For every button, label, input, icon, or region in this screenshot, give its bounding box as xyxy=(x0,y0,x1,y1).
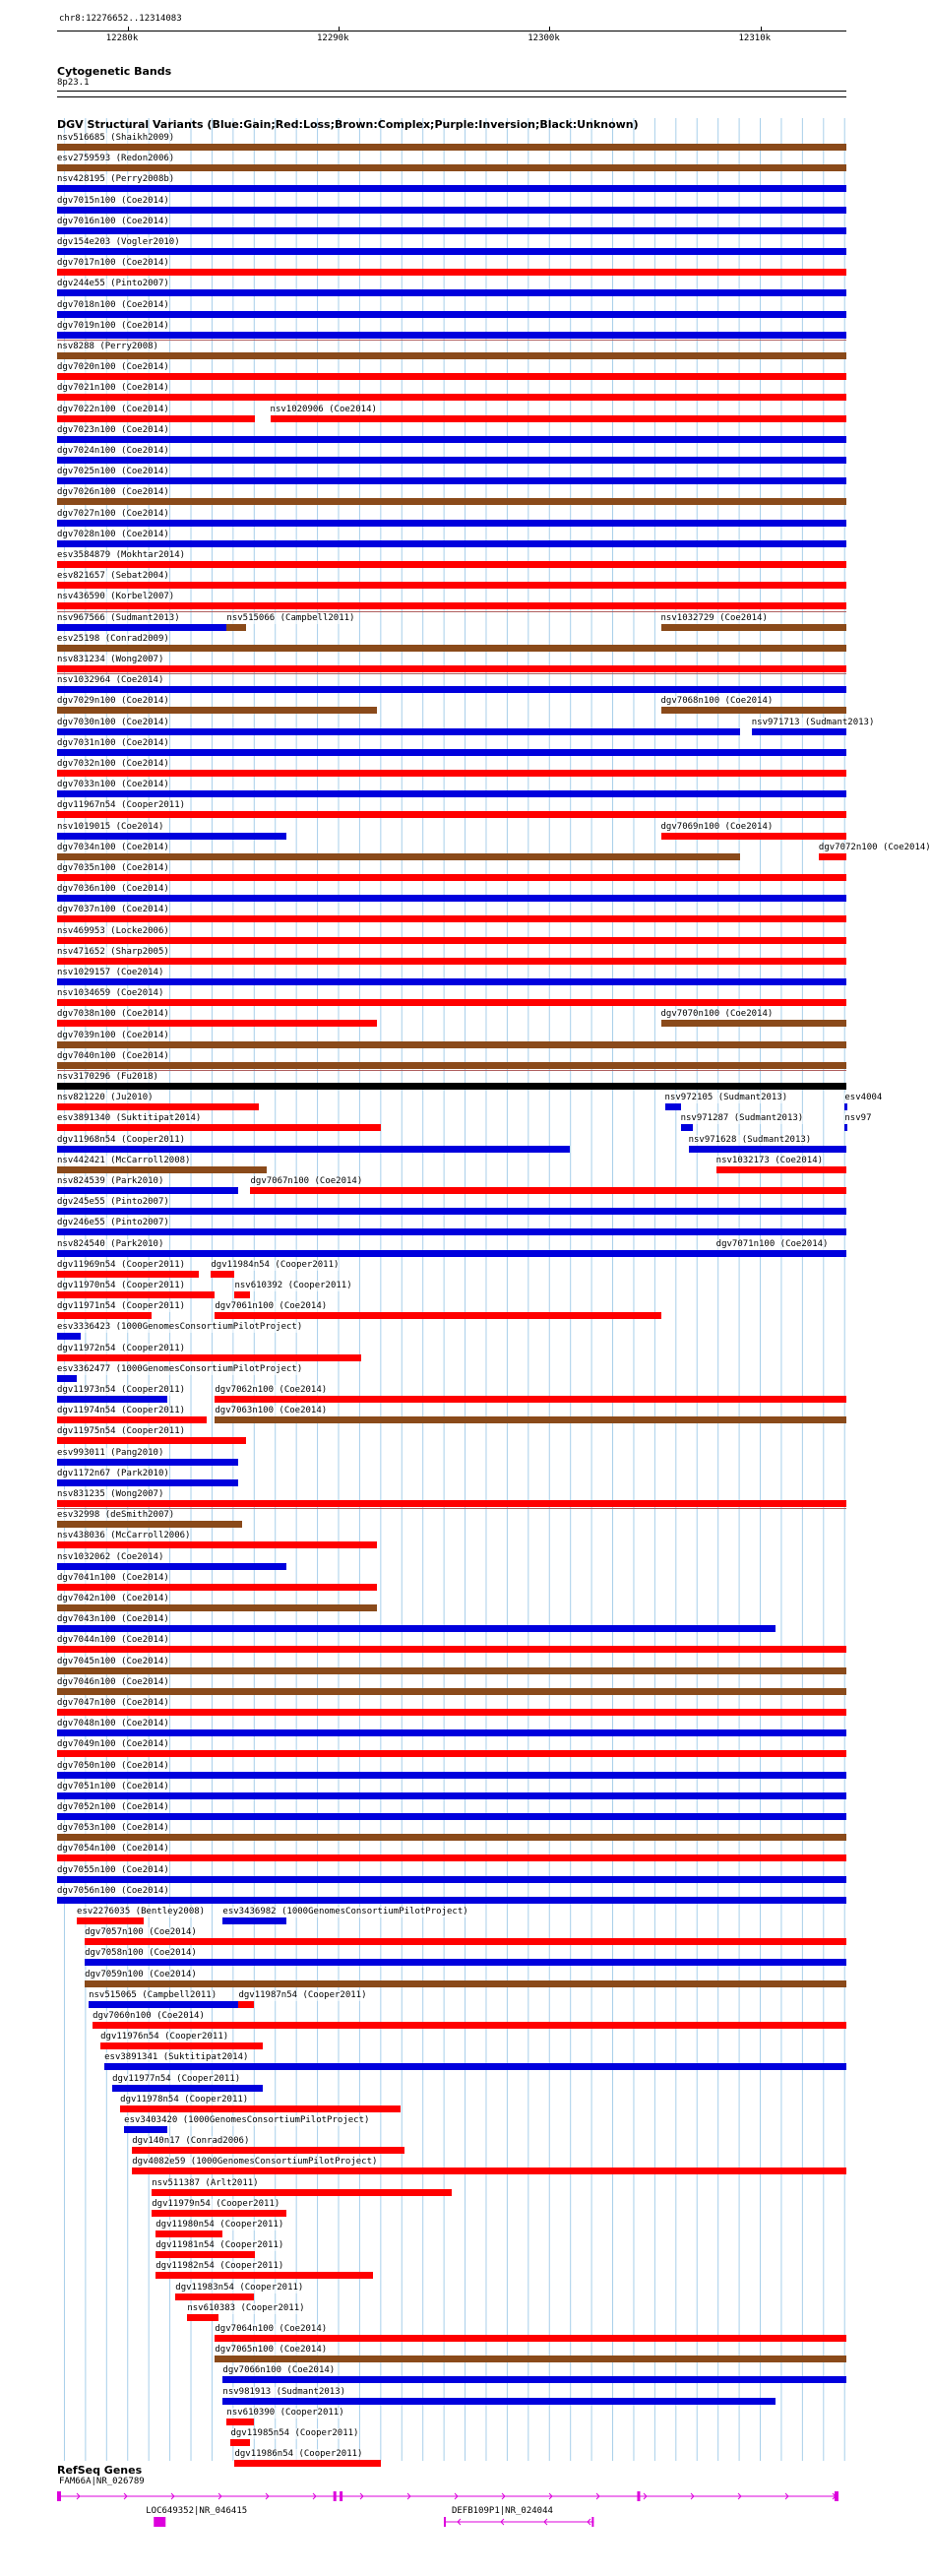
variant-label[interactable]: dgv244e55 (Pinto2007) xyxy=(57,279,169,289)
variant-label[interactable]: dgv11974n54 (Cooper2011) xyxy=(57,1406,186,1416)
variant-bar[interactable] xyxy=(716,1250,846,1257)
variant-label[interactable]: dgv7051n100 (Coe2014) xyxy=(57,1781,169,1791)
variant-label[interactable]: dgv7065n100 (Coe2014) xyxy=(215,2345,328,2356)
variant-bar[interactable] xyxy=(661,707,846,714)
variant-bar[interactable] xyxy=(57,833,286,840)
variant-bar[interactable] xyxy=(104,2063,846,2070)
variant-label[interactable]: dgv11982n54 (Cooper2011) xyxy=(155,2261,284,2272)
gene-exon xyxy=(57,2491,61,2501)
variant-label[interactable]: nsv824539 (Park2010) xyxy=(57,1176,164,1186)
variant-bar[interactable] xyxy=(57,1062,846,1069)
variant-label[interactable]: dgv11977n54 (Cooper2011) xyxy=(112,2073,241,2084)
variant-label[interactable]: nsv442421 (McCarroll2008) xyxy=(57,1155,191,1165)
variant-label[interactable]: nsv610390 (Cooper2011) xyxy=(226,2407,344,2418)
variant-bar[interactable] xyxy=(57,248,846,255)
variant-bar[interactable] xyxy=(681,1124,693,1131)
variant-bar[interactable] xyxy=(57,728,740,735)
variant-label[interactable]: nsv981913 (Sudmant2013) xyxy=(222,2386,346,2397)
variant-label[interactable]: dgv11985n54 (Cooper2011) xyxy=(230,2428,359,2438)
gene-exon xyxy=(444,2517,446,2527)
variant-label[interactable]: dgv11986n54 (Cooper2011) xyxy=(234,2449,363,2460)
variant-bar[interactable] xyxy=(57,895,846,902)
variant-label[interactable]: nsv971628 (Sudmant2013) xyxy=(688,1134,812,1145)
variant-label[interactable]: dgv140n17 (Conrad2006) xyxy=(132,2136,250,2147)
variant-bar[interactable] xyxy=(57,164,846,171)
ruler-tick-label: 12290k xyxy=(316,33,349,43)
variant-bar[interactable] xyxy=(234,2460,380,2467)
variant-bar[interactable] xyxy=(57,1271,199,1278)
variant-label[interactable]: dgv7032n100 (Coe2014) xyxy=(57,759,169,769)
variant-label[interactable]: nsv972105 (Sudmant2013) xyxy=(664,1093,788,1103)
variant-label[interactable]: dgv7045n100 (Coe2014) xyxy=(57,1656,169,1666)
variant-label[interactable]: dgv7058n100 (Coe2014) xyxy=(85,1948,197,1959)
variant-bar[interactable] xyxy=(93,2022,846,2029)
variant-bar[interactable] xyxy=(215,1396,846,1403)
variant-bar[interactable] xyxy=(57,1854,846,1861)
variant-label[interactable]: dgv7021n100 (Coe2014) xyxy=(57,383,169,394)
variant-label[interactable]: dgv7028n100 (Coe2014) xyxy=(57,529,169,539)
variant-bar[interactable] xyxy=(77,1917,144,1924)
variant-label[interactable]: nsv469953 (Locke2006) xyxy=(57,925,169,936)
dgv-track-title[interactable]: DGV Structural Variants (Blue:Gain;Red:Loss;Brown:Complex;Purple:Inversion;Black:Unknown) xyxy=(57,118,639,131)
variant-bar[interactable] xyxy=(57,207,846,214)
variant-bar[interactable] xyxy=(57,958,846,965)
variant-label[interactable]: dgv11973n54 (Cooper2011) xyxy=(57,1385,186,1395)
variant-label[interactable]: nsv428195 (Perry2008b) xyxy=(57,174,175,185)
variant-bar[interactable] xyxy=(57,686,846,693)
variant-bar[interactable] xyxy=(57,1772,846,1779)
gene-exon xyxy=(334,2491,337,2501)
variant-bar[interactable] xyxy=(57,540,846,547)
variant-bar[interactable] xyxy=(57,561,846,568)
variant-label[interactable]: nsv821220 (Ju2010) xyxy=(57,1093,154,1103)
variant-bar[interactable] xyxy=(271,415,846,422)
variant-bar[interactable] xyxy=(211,1271,234,1278)
variant-label[interactable]: dgv11969n54 (Cooper2011) xyxy=(57,1259,186,1270)
variant-bar[interactable] xyxy=(85,1938,846,1945)
variant-label[interactable]: dgv7020n100 (Coe2014) xyxy=(57,362,169,373)
variant-label[interactable]: dgv7033n100 (Coe2014) xyxy=(57,780,169,790)
variant-label[interactable]: nsv971287 (Sudmant2013) xyxy=(680,1113,804,1124)
variant-bar[interactable] xyxy=(57,749,846,756)
variant-bar[interactable] xyxy=(844,1103,847,1110)
variant-label[interactable]: dgv11981n54 (Cooper2011) xyxy=(155,2240,284,2251)
variant-bar[interactable] xyxy=(57,874,846,881)
variant-label[interactable]: nsv438036 (McCarroll2006) xyxy=(57,1531,191,1541)
variant-bar[interactable] xyxy=(819,853,846,860)
variant-bar[interactable] xyxy=(57,999,846,1006)
variant-bar[interactable] xyxy=(215,1312,660,1319)
variant-bar[interactable] xyxy=(85,1980,846,1987)
group-separator xyxy=(57,340,846,341)
variant-label[interactable]: esv4004 xyxy=(844,1093,883,1103)
variant-bar[interactable] xyxy=(57,1541,377,1548)
variant-bar[interactable] xyxy=(57,1250,716,1257)
variant-label[interactable]: dgv7022n100 (Coe2014) xyxy=(57,404,169,414)
variant-label[interactable]: dgv7049n100 (Coe2014) xyxy=(57,1739,169,1750)
variant-label[interactable]: nsv824540 (Park2010) xyxy=(57,1238,164,1249)
variant-bar[interactable] xyxy=(57,520,846,527)
variant-bar[interactable] xyxy=(215,2356,846,2362)
variant-label[interactable]: dgv7038n100 (Coe2014) xyxy=(57,1009,169,1020)
variant-label[interactable]: esv3891340 (Suktitipat2014) xyxy=(57,1113,202,1124)
variant-bar[interactable] xyxy=(57,1083,846,1090)
variant-label[interactable]: dgv7057n100 (Coe2014) xyxy=(85,1927,197,1938)
variant-bar[interactable] xyxy=(844,1124,847,1131)
variant-bar[interactable] xyxy=(234,1291,250,1298)
gene-label: DEFB109P1|NR_024044 xyxy=(451,2506,553,2516)
variant-label[interactable]: dgv7035n100 (Coe2014) xyxy=(57,863,169,873)
variant-bar[interactable] xyxy=(57,457,846,464)
variant-label[interactable]: dgv7067n100 (Coe2014) xyxy=(250,1176,363,1186)
variant-bar[interactable] xyxy=(57,1750,846,1757)
group-separator xyxy=(57,1070,846,1071)
variant-label[interactable]: nsv1019015 (Coe2014) xyxy=(57,821,164,832)
variant-bar[interactable] xyxy=(222,2398,775,2405)
variant-label[interactable]: dgv7069n100 (Coe2014) xyxy=(660,821,774,832)
variant-bar[interactable] xyxy=(57,1625,776,1632)
variant-label[interactable]: dgv7063n100 (Coe2014) xyxy=(215,1406,328,1416)
variant-bar[interactable] xyxy=(57,853,740,860)
variant-label[interactable]: dgv7072n100 (Coe2014) xyxy=(818,842,931,852)
variant-bar[interactable] xyxy=(57,1375,77,1382)
variant-bar[interactable] xyxy=(132,2147,404,2154)
variant-bar[interactable] xyxy=(57,394,846,401)
variant-label[interactable]: dgv11983n54 (Cooper2011) xyxy=(175,2282,304,2293)
variant-bar[interactable] xyxy=(57,645,846,652)
refseq-gene-track xyxy=(0,2476,876,2535)
variant-label[interactable]: dgv11971n54 (Cooper2011) xyxy=(57,1301,186,1312)
variant-bar[interactable] xyxy=(120,2105,401,2112)
variant-bar[interactable] xyxy=(57,1521,242,1528)
variant-bar[interactable] xyxy=(226,2419,254,2425)
gene-exon xyxy=(340,2491,342,2501)
variant-label[interactable]: nsv511387 (Arlt2011) xyxy=(152,2177,259,2188)
variant-label[interactable]: dgv7048n100 (Coe2014) xyxy=(57,1719,169,1729)
variant-bar[interactable] xyxy=(57,1312,152,1319)
variant-bar[interactable] xyxy=(57,1187,238,1194)
variant-label[interactable]: dgv7019n100 (Coe2014) xyxy=(57,320,169,331)
variant-label[interactable]: dgv11975n54 (Cooper2011) xyxy=(57,1426,186,1437)
variant-bar[interactable] xyxy=(175,2293,254,2300)
variant-label[interactable]: dgv11980n54 (Cooper2011) xyxy=(155,2220,284,2230)
variant-label[interactable]: dgv7054n100 (Coe2014) xyxy=(57,1844,169,1854)
variant-label[interactable]: dgv7023n100 (Coe2014) xyxy=(57,424,169,435)
variant-bar[interactable] xyxy=(57,790,846,797)
variant-label[interactable]: nsv1029157 (Coe2014) xyxy=(57,968,164,977)
group-separator xyxy=(57,1508,846,1509)
variant-label[interactable]: nsv610383 (Cooper2011) xyxy=(187,2302,305,2313)
variant-bar[interactable] xyxy=(716,1166,846,1173)
variant-label[interactable]: nsv515065 (Campbell2011) xyxy=(89,1989,217,2000)
variant-label[interactable]: dgv4082e59 (1000GenomesConsortiumPilotProject) xyxy=(132,2157,378,2168)
variant-label[interactable]: nsv3170296 (Fu2018) xyxy=(57,1072,158,1082)
variant-bar[interactable] xyxy=(57,1208,846,1215)
gene-exon xyxy=(591,2517,593,2527)
variant-bar[interactable] xyxy=(57,1876,846,1883)
variant-bar[interactable] xyxy=(57,978,846,985)
variant-label[interactable]: nsv967566 (Sudmant2013) xyxy=(57,612,180,623)
variant-label[interactable]: nsv1032173 (Coe2014) xyxy=(715,1155,824,1165)
variant-bar[interactable] xyxy=(57,1584,377,1591)
variant-bar[interactable] xyxy=(57,1146,570,1153)
variant-label[interactable]: dgv11984n54 (Cooper2011) xyxy=(211,1259,340,1270)
variant-bar[interactable] xyxy=(112,2085,262,2092)
variant-label[interactable]: dgv1172n67 (Park2010) xyxy=(57,1468,169,1478)
variant-label[interactable]: dgv7029n100 (Coe2014) xyxy=(57,696,169,707)
variant-bar[interactable] xyxy=(661,624,846,631)
variant-label[interactable]: dgv7047n100 (Coe2014) xyxy=(57,1698,169,1708)
variant-bar[interactable] xyxy=(57,1667,846,1674)
variant-label[interactable]: dgv7017n100 (Coe2014) xyxy=(57,258,169,269)
variant-bar[interactable] xyxy=(57,1291,215,1298)
variant-label[interactable]: esv25198 (Conrad2009) xyxy=(57,633,169,644)
variant-bar[interactable] xyxy=(57,436,846,443)
variant-bar[interactable] xyxy=(57,311,846,318)
variant-bar[interactable] xyxy=(57,373,846,380)
variant-label[interactable]: dgv7053n100 (Coe2014) xyxy=(57,1823,169,1834)
variant-label[interactable]: nsv471652 (Sharp2005) xyxy=(57,946,169,957)
variant-bar[interactable] xyxy=(661,1020,846,1027)
refseq-track-title[interactable]: RefSeq Genes xyxy=(57,2464,143,2477)
variant-bar[interactable] xyxy=(665,1103,681,1110)
variant-bar[interactable] xyxy=(57,937,846,944)
variant-label[interactable]: dgv7050n100 (Coe2014) xyxy=(57,1760,169,1771)
variant-bar[interactable] xyxy=(215,1416,846,1423)
variant-label[interactable]: dgv11978n54 (Cooper2011) xyxy=(120,2094,249,2105)
variant-bar[interactable] xyxy=(57,352,846,359)
variant-bar[interactable] xyxy=(57,144,846,151)
variant-bar[interactable] xyxy=(152,2189,452,2196)
variant-label[interactable]: dgv7071n100 (Coe2014) xyxy=(715,1238,829,1249)
variant-bar[interactable] xyxy=(57,602,846,609)
variant-label[interactable]: dgv7070n100 (Coe2014) xyxy=(660,1009,774,1020)
variant-bar[interactable] xyxy=(57,1228,846,1235)
variant-bar[interactable] xyxy=(230,2439,250,2446)
variant-bar[interactable] xyxy=(57,415,255,422)
variant-label[interactable]: dgv7046n100 (Coe2014) xyxy=(57,1676,169,1687)
variant-label[interactable]: dgv7055n100 (Coe2014) xyxy=(57,1864,169,1875)
variant-label[interactable]: esv32998 (deSmith2007) xyxy=(57,1510,175,1521)
variant-bar[interactable] xyxy=(222,2376,846,2383)
variant-label[interactable]: dgv7030n100 (Coe2014) xyxy=(57,717,169,727)
variant-bar[interactable] xyxy=(57,1020,377,1027)
variant-label[interactable]: dgv7056n100 (Coe2014) xyxy=(57,1885,169,1896)
gene-exon xyxy=(154,2517,165,2527)
variant-bar[interactable] xyxy=(57,1437,246,1444)
ruler-tick-label: 12310k xyxy=(738,33,772,43)
variant-label[interactable]: dgv7037n100 (Coe2014) xyxy=(57,905,169,915)
variant-label[interactable]: nsv1032062 (Coe2014) xyxy=(57,1551,164,1562)
variant-label[interactable]: dgv7040n100 (Coe2014) xyxy=(57,1050,169,1061)
variant-bar[interactable] xyxy=(155,2272,373,2279)
variant-bar[interactable] xyxy=(57,1333,81,1340)
variant-label[interactable]: esv2276035 (Bentley2008) xyxy=(77,1907,206,1916)
variant-bar[interactable] xyxy=(89,2001,238,2008)
group-separator xyxy=(57,611,846,612)
variant-label[interactable]: dgv11972n54 (Cooper2011) xyxy=(57,1343,186,1353)
variant-bar[interactable] xyxy=(689,1146,846,1153)
variant-label[interactable]: dgv7027n100 (Coe2014) xyxy=(57,508,169,519)
cytoband-label: 8p23.1 xyxy=(57,78,90,88)
variant-label[interactable]: dgv7043n100 (Coe2014) xyxy=(57,1614,169,1625)
variant-bar[interactable] xyxy=(57,770,846,777)
variant-bar[interactable] xyxy=(57,1813,846,1820)
variant-bar[interactable] xyxy=(132,2168,846,2174)
variant-label[interactable]: dgv7026n100 (Coe2014) xyxy=(57,487,169,498)
variant-label[interactable]: dgv7025n100 (Coe2014) xyxy=(57,467,169,477)
variant-label[interactable]: esv3362477 (1000GenomesConsortiumPilotProject) xyxy=(57,1363,303,1374)
variant-label[interactable]: esv3584879 (Mokhtar2014) xyxy=(57,550,186,560)
variant-bar[interactable] xyxy=(57,1041,846,1048)
variant-label[interactable]: esv821657 (Sebat2004) xyxy=(57,571,169,582)
variant-label[interactable]: dgv7034n100 (Coe2014) xyxy=(57,842,169,852)
variant-label[interactable]: dgv7059n100 (Coe2014) xyxy=(85,1969,197,1979)
variant-bar[interactable] xyxy=(152,2210,285,2217)
variant-label[interactable]: dgv245e55 (Pinto2007) xyxy=(57,1197,169,1208)
variant-bar[interactable] xyxy=(57,1500,846,1507)
variant-label[interactable]: nsv1032729 (Coe2014) xyxy=(660,612,768,623)
variant-label[interactable]: nsv436590 (Korbel2007) xyxy=(57,592,175,602)
variant-label[interactable]: esv2759593 (Redon2006) xyxy=(57,154,175,164)
variant-label[interactable]: dgv11967n54 (Cooper2011) xyxy=(57,800,186,811)
variant-label[interactable]: dgv7016n100 (Coe2014) xyxy=(57,216,169,226)
group-separator xyxy=(57,673,846,674)
variant-bar[interactable] xyxy=(100,2042,262,2049)
variant-bar[interactable] xyxy=(57,1792,846,1799)
variant-label[interactable]: dgv7064n100 (Coe2014) xyxy=(215,2324,328,2334)
variant-bar[interactable] xyxy=(57,289,846,296)
variant-bar[interactable] xyxy=(155,2230,222,2237)
variant-bar[interactable] xyxy=(57,707,377,714)
variant-label[interactable]: dgv11970n54 (Cooper2011) xyxy=(57,1281,186,1290)
ruler-tick-label: 12300k xyxy=(528,33,560,43)
ruler-tick-label: 12280k xyxy=(105,33,139,43)
variant-label[interactable]: nsv831234 (Wong2007) xyxy=(57,655,164,664)
variant-bar[interactable] xyxy=(187,2314,218,2321)
variant-label[interactable]: dgv7066n100 (Coe2014) xyxy=(222,2365,336,2376)
variant-bar[interactable] xyxy=(57,185,846,192)
variant-label[interactable]: dgv11987n54 (Cooper2011) xyxy=(238,1989,367,2000)
variant-label[interactable]: dgv11976n54 (Cooper2011) xyxy=(100,2032,229,2042)
gene-label: FAM66A|NR_026789 xyxy=(59,2477,145,2486)
variant-label[interactable]: dgv7041n100 (Coe2014) xyxy=(57,1572,169,1583)
variant-label[interactable]: dgv7015n100 (Coe2014) xyxy=(57,195,169,206)
variant-label[interactable]: nsv1020906 (Coe2014) xyxy=(270,404,377,414)
variant-bar[interactable] xyxy=(57,332,846,339)
variant-label[interactable]: nsv515066 (Campbell2011) xyxy=(226,612,355,623)
variant-bar[interactable] xyxy=(57,269,846,276)
variant-label[interactable]: dgv7024n100 (Coe2014) xyxy=(57,446,169,456)
variant-bar[interactable] xyxy=(752,728,846,735)
variant-bar[interactable] xyxy=(57,1646,846,1653)
variant-label[interactable]: dgv7060n100 (Coe2014) xyxy=(93,2011,205,2021)
variant-label[interactable]: dgv7042n100 (Coe2014) xyxy=(57,1594,169,1603)
variant-label[interactable]: nsv1032964 (Coe2014) xyxy=(57,675,164,686)
variant-bar[interactable] xyxy=(57,1688,846,1695)
variant-label[interactable]: nsv97 xyxy=(844,1113,872,1124)
variant-bar[interactable] xyxy=(226,624,246,631)
variant-label[interactable]: dgv7036n100 (Coe2014) xyxy=(57,884,169,895)
variant-bar[interactable] xyxy=(57,582,846,589)
gene-label: LOC649352|NR_046415 xyxy=(146,2506,248,2516)
variant-bar[interactable] xyxy=(155,2251,254,2258)
variant-bar[interactable] xyxy=(57,1166,267,1173)
position-label: chr8:12276652..12314083 xyxy=(59,14,182,24)
variant-label[interactable]: dgv7044n100 (Coe2014) xyxy=(57,1635,169,1646)
gene-exon xyxy=(637,2491,640,2501)
variant-bar[interactable] xyxy=(250,1187,846,1194)
variant-bar[interactable] xyxy=(57,477,846,484)
variant-bar[interactable] xyxy=(57,1124,381,1131)
variant-label[interactable]: esv3436982 (1000GenomesConsortiumPilotProject) xyxy=(222,1907,468,1916)
variant-bar[interactable] xyxy=(57,498,846,505)
variant-bar[interactable] xyxy=(57,1479,238,1486)
variant-bar[interactable] xyxy=(222,1917,285,1924)
variant-bar[interactable] xyxy=(57,1834,846,1841)
variant-label[interactable]: dgv7031n100 (Coe2014) xyxy=(57,737,169,748)
variant-label[interactable]: dgv7062n100 (Coe2014) xyxy=(215,1385,328,1395)
variant-bar[interactable] xyxy=(57,811,846,818)
variant-label[interactable]: dgv7068n100 (Coe2014) xyxy=(660,696,774,707)
variant-label[interactable]: dgv7061n100 (Coe2014) xyxy=(215,1301,328,1312)
cytoband-track-title[interactable]: Cytogenetic Bands xyxy=(57,65,172,78)
variant-bar[interactable] xyxy=(85,1959,846,1966)
variant-bar[interactable] xyxy=(661,833,846,840)
variant-bar[interactable] xyxy=(57,1396,167,1403)
variant-label[interactable]: dgv7039n100 (Coe2014) xyxy=(57,1030,169,1040)
variant-bar[interactable] xyxy=(238,2001,254,2008)
variant-label[interactable]: nsv610392 (Cooper2011) xyxy=(234,1281,352,1290)
variant-bar[interactable] xyxy=(57,1103,259,1110)
variant-bar[interactable] xyxy=(124,2126,167,2133)
variant-bar[interactable] xyxy=(57,1604,377,1611)
variant-label[interactable]: dgv154e203 (Vogler2010) xyxy=(57,237,180,247)
variant-label[interactable]: esv3891341 (Suktitipat2014) xyxy=(104,2052,249,2063)
variant-label[interactable]: nsv8288 (Perry2008) xyxy=(57,342,158,351)
variant-label[interactable]: esv3336423 (1000GenomesConsortiumPilotProject) xyxy=(57,1322,303,1333)
variant-bar[interactable] xyxy=(57,624,226,631)
variant-label[interactable]: nsv1034659 (Coe2014) xyxy=(57,988,164,999)
variant-label[interactable]: dgv7018n100 (Coe2014) xyxy=(57,299,169,310)
variant-label[interactable]: nsv831235 (Wong2007) xyxy=(57,1489,164,1499)
variant-bar[interactable] xyxy=(57,1897,846,1904)
variant-bar[interactable] xyxy=(57,915,846,922)
variant-bar[interactable] xyxy=(57,1563,286,1570)
variant-bar[interactable] xyxy=(57,1354,361,1361)
variant-label[interactable]: dgv11979n54 (Cooper2011) xyxy=(152,2198,280,2209)
variant-label[interactable]: dgv7052n100 (Coe2014) xyxy=(57,1802,169,1812)
variant-bar[interactable] xyxy=(215,2335,846,2342)
variant-bar[interactable] xyxy=(57,665,846,672)
variant-bar[interactable] xyxy=(57,1459,238,1466)
variant-label[interactable]: dgv11968n54 (Cooper2011) xyxy=(57,1134,186,1145)
variant-label[interactable]: nsv516685 (Shaikh2009) xyxy=(57,133,175,143)
variant-bar[interactable] xyxy=(57,1729,846,1736)
variant-bar[interactable] xyxy=(57,1709,846,1716)
variant-label[interactable]: esv3403420 (1000GenomesConsortiumPilotProject) xyxy=(124,2115,370,2125)
variant-bar[interactable] xyxy=(57,1416,207,1423)
variant-label[interactable]: nsv971713 (Sudmant2013) xyxy=(751,717,875,727)
variant-label[interactable]: esv993011 (Pang2010) xyxy=(57,1447,164,1458)
variant-label[interactable]: dgv246e55 (Pinto2007) xyxy=(57,1218,169,1228)
variant-bar[interactable] xyxy=(57,227,846,234)
